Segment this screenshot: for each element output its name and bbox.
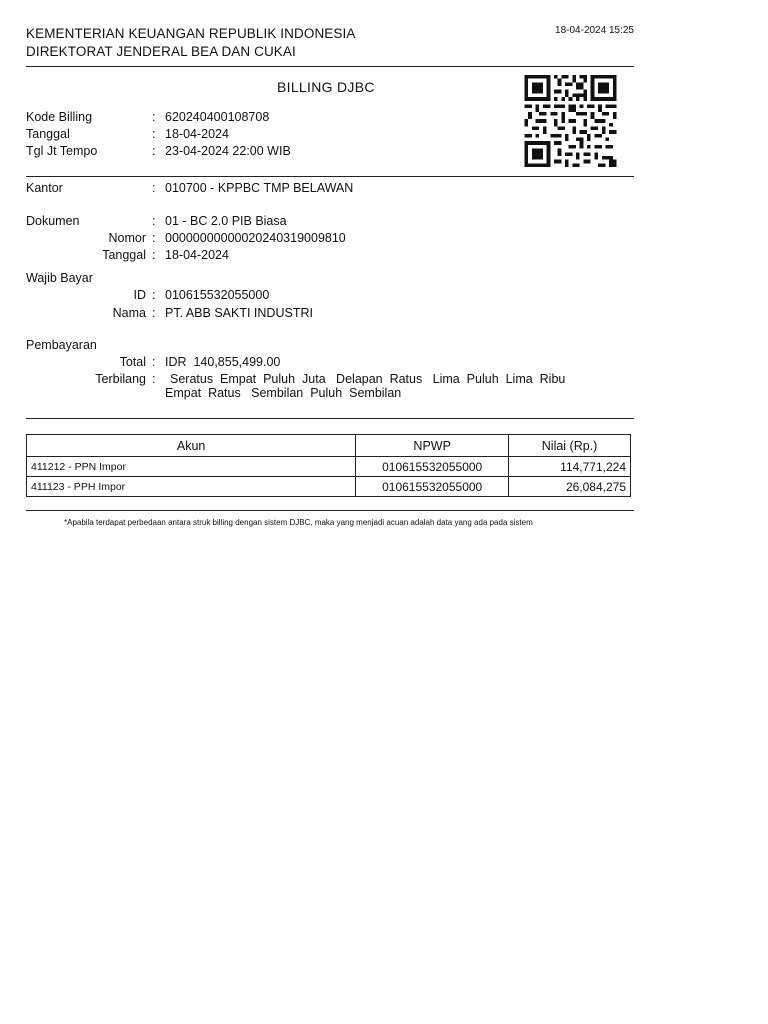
nama-label: Nama (112, 306, 146, 320)
terbilang-label: Terbilang (95, 372, 146, 386)
tanggal-value: 18-04-2024 (165, 127, 229, 141)
separator: : (152, 372, 156, 386)
terbilang-line-2: Empat Ratus Sembilan Puluh Sembilan (165, 386, 402, 400)
cell-akun: 411123 - PPH Impor (27, 477, 356, 497)
kantor-label: Kantor (26, 181, 63, 195)
column-header-npwp: NPWP (356, 435, 509, 457)
jatuh-tempo-label: Tgl Jt Tempo (26, 144, 98, 158)
column-header-nilai: Nilai (Rp.) (509, 435, 631, 457)
terbilang-line-1: Seratus Empat Puluh Juta Delapan Ratus Lima Puluh Lima Ribu (170, 372, 566, 386)
section-divider (26, 418, 634, 419)
ministry-name: KEMENTERIAN KEUANGAN REPUBLIK INDONESIA (26, 26, 356, 41)
footnote: *Apabila terdapat perbedaan antara struk billing dengan sistem DJBC, maka yang menjadi acuan adalah data yang ada pada sistem (64, 518, 533, 527)
cell-npwp: 010615532055000 (356, 457, 509, 477)
kantor-value: 010700 - KPPBC TMP BELAWAN (165, 181, 354, 195)
separator: : (152, 144, 156, 158)
total-value: IDR 140,855,499.00 (165, 355, 281, 369)
qr-code (522, 75, 619, 167)
wajib-bayar-label: Wajib Bayar (26, 271, 93, 285)
billing-accounts-table (26, 434, 631, 497)
separator: : (152, 355, 156, 369)
kode-billing-label: Kode Billing (26, 110, 93, 124)
footer-divider (26, 510, 634, 511)
section-divider (26, 176, 634, 177)
column-header-akun: Akun (27, 435, 356, 457)
separator: : (152, 231, 156, 245)
separator: : (152, 288, 156, 302)
total-label: Total (119, 355, 146, 369)
table-row (27, 477, 631, 497)
id-value: 010615532055000 (165, 288, 270, 302)
table-header-row (27, 435, 631, 457)
directorate-name: DIREKTORAT JENDERAL BEA DAN CUKAI (26, 44, 296, 59)
kode-billing-value: 620240400108708 (165, 110, 270, 124)
printed-timestamp: 18-04-2024 15:25 (555, 25, 634, 36)
table-row (27, 457, 631, 477)
cell-npwp: 010615532055000 (356, 477, 509, 497)
document-title: BILLING DJBC (277, 79, 375, 95)
nomor-label: Nomor (108, 231, 146, 245)
cell-nilai: 26,084,275 (509, 477, 631, 497)
pembayaran-label: Pembayaran (26, 338, 97, 352)
cell-nilai: 114,771,224 (509, 457, 631, 477)
separator: : (152, 248, 156, 262)
separator: : (152, 110, 156, 124)
separator: : (152, 181, 156, 195)
separator: : (152, 214, 156, 228)
dokumen-tanggal-value: 18-04-2024 (165, 248, 229, 262)
jatuh-tempo-value: 23-04-2024 22:00 WIB (165, 144, 291, 158)
separator: : (152, 127, 156, 141)
nomor-value: 00000000000020240319009810 (165, 231, 346, 245)
tanggal-label: Tanggal (26, 127, 70, 141)
dokumen-tanggal-label: Tanggal (102, 248, 146, 262)
dokumen-value: 01 - BC 2.0 PIB Biasa (165, 214, 287, 228)
id-label: ID (133, 288, 146, 302)
dokumen-label: Dokumen (26, 214, 80, 228)
nama-value: PT. ABB SAKTI INDUSTRI (165, 306, 313, 320)
header-divider (26, 66, 634, 67)
separator: : (152, 306, 156, 320)
cell-akun: 411212 - PPN Impor (27, 457, 356, 477)
